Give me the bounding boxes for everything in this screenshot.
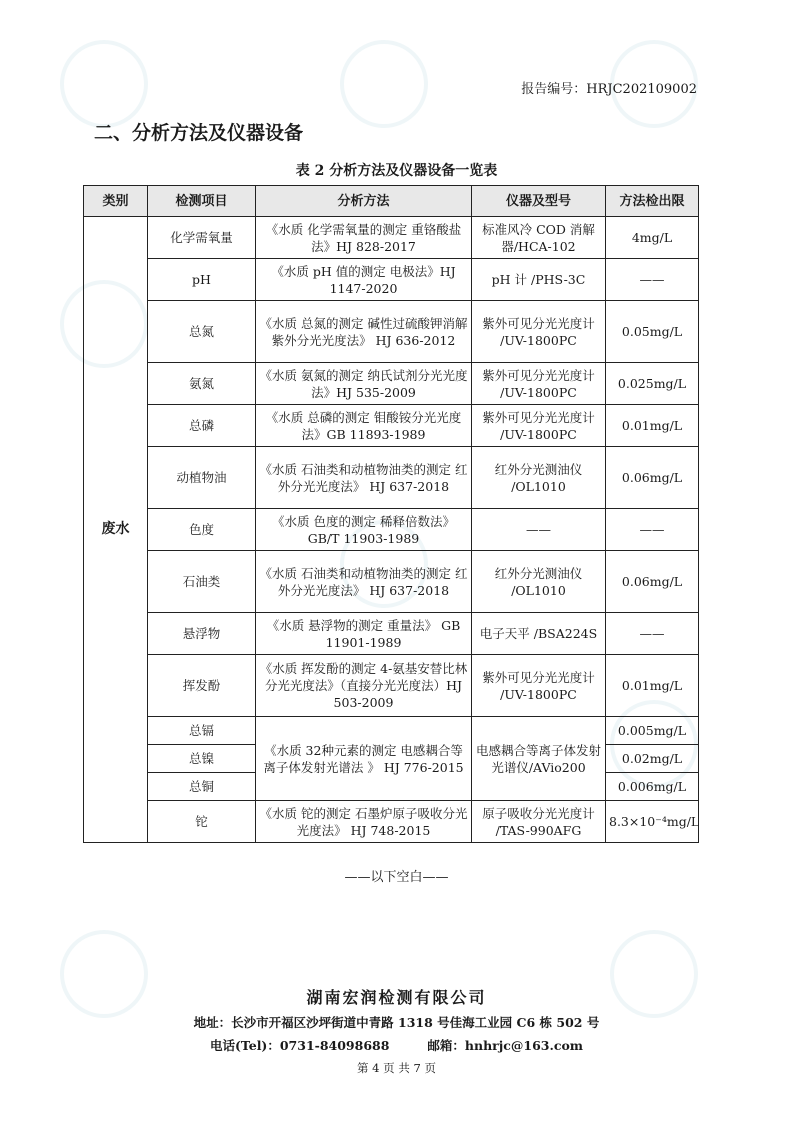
table-row bbox=[84, 509, 699, 551]
instrument-cell: 紫外可见分光光度计 /UV-1800PC bbox=[472, 655, 606, 717]
col-header: 方法检出限 bbox=[606, 186, 699, 217]
instrument-cell: pH 计 /PHS-3C bbox=[472, 259, 606, 301]
item-cell: 铊 bbox=[148, 801, 256, 843]
method-cell: 《水质 总磷的测定 钼酸铵分光光度法》GB 11893-1989 bbox=[256, 405, 472, 447]
limit-cell: 0.06mg/L bbox=[606, 447, 699, 509]
item-cell: 总氮 bbox=[148, 301, 256, 363]
report-number: 报告编号：HRJC202109002 bbox=[521, 82, 697, 97]
table-row bbox=[84, 301, 699, 363]
item-cell: 色度 bbox=[148, 509, 256, 551]
method-cell: 《水质 总氮的测定 碱性过硫酸钾消解紫外分光光度法》 HJ 636-2012 bbox=[256, 301, 472, 363]
limit-cell: 0.006mg/L bbox=[606, 773, 699, 801]
limit-cell: 8.3×10⁻⁴mg/L bbox=[606, 801, 699, 843]
table-caption: 表 2 分析方法及仪器设备一览表 bbox=[295, 163, 498, 179]
table-row bbox=[84, 259, 699, 301]
table-row bbox=[84, 717, 699, 745]
watermark-logo bbox=[60, 40, 148, 128]
item-cell: 总镍 bbox=[148, 745, 256, 773]
table-row bbox=[84, 655, 699, 717]
table-row bbox=[84, 447, 699, 509]
limit-cell: 0.05mg/L bbox=[606, 301, 699, 363]
limit-cell: 0.01mg/L bbox=[606, 655, 699, 717]
table-header-row bbox=[84, 186, 699, 217]
item-cell: 挥发酚 bbox=[148, 655, 256, 717]
footer-email: 邮箱：hnhrjc@163.com bbox=[427, 1038, 584, 1053]
table-row bbox=[84, 551, 699, 613]
page-number: 第 4 页 共 7 页 bbox=[357, 1061, 436, 1075]
instrument-cell: 紫外可见分光光度计 /UV-1800PC bbox=[472, 405, 606, 447]
method-cell: 《水质 石油类和动植物油类的测定 红外分光光度法》 HJ 637-2018 bbox=[256, 447, 472, 509]
instrument-cell: 红外分光测油仪 /OL1010 bbox=[472, 551, 606, 613]
limit-cell: —— bbox=[606, 259, 699, 301]
method-cell: 《水质 氨氮的测定 纳氏试剂分光光度法》HJ 535-2009 bbox=[256, 363, 472, 405]
footer-phone: 电话(Tel)：0731-84098688 bbox=[209, 1038, 390, 1053]
method-cell: 《水质 挥发酚的测定 4-氨基安替比林分光光度法》（直接分光光度法）HJ 503-2009 bbox=[256, 655, 472, 717]
limit-cell: 4mg/L bbox=[606, 217, 699, 259]
limit-cell: 0.005mg/L bbox=[606, 717, 699, 745]
table-row bbox=[84, 613, 699, 655]
method-cell: 《水质 32种元素的测定 电感耦合等离子体发射光谱法 》 HJ 776-2015 bbox=[256, 717, 472, 801]
limit-cell: 0.01mg/L bbox=[606, 405, 699, 447]
instrument-cell: 电子天平 /BSA224S bbox=[472, 613, 606, 655]
instrument-cell: 标准风冷 COD 消解器/HCA-102 bbox=[472, 217, 606, 259]
methods-table bbox=[83, 185, 699, 843]
limit-cell: 0.02mg/L bbox=[606, 745, 699, 773]
instrument-cell: 紫外可见分光光度计 /UV-1800PC bbox=[472, 301, 606, 363]
item-cell: pH bbox=[148, 259, 256, 301]
limit-cell: 0.06mg/L bbox=[606, 551, 699, 613]
col-header: 分析方法 bbox=[256, 186, 472, 217]
instrument-cell: —— bbox=[472, 509, 606, 551]
method-cell: 《水质 化学需氧量的测定 重铬酸盐法》HJ 828-2017 bbox=[256, 217, 472, 259]
item-cell: 石油类 bbox=[148, 551, 256, 613]
col-header: 仪器及型号 bbox=[472, 186, 606, 217]
instrument-cell: 电感耦合等离子体发射光谱仪/AVio200 bbox=[472, 717, 606, 801]
method-cell: 《水质 pH 值的测定 电极法》HJ 1147-2020 bbox=[256, 259, 472, 301]
item-cell: 动植物油 bbox=[148, 447, 256, 509]
method-cell: 《水质 石油类和动植物油类的测定 红外分光光度法》 HJ 637-2018 bbox=[256, 551, 472, 613]
col-header: 检测项目 bbox=[148, 186, 256, 217]
instrument-cell: 红外分光测油仪 /OL1010 bbox=[472, 447, 606, 509]
item-cell: 总镉 bbox=[148, 717, 256, 745]
footer-address: 地址：长沙市开福区沙坪街道中青路 1318 号佳海工业园 C6 栋 502 号 bbox=[193, 1015, 600, 1030]
footer-contact bbox=[0, 1036, 793, 1054]
end-note: ——以下空白—— bbox=[344, 870, 449, 885]
method-cell: 《水质 铊的测定 石墨炉原子吸收分光光度法》 HJ 748-2015 bbox=[256, 801, 472, 843]
item-cell: 氨氮 bbox=[148, 363, 256, 405]
instrument-cell: 紫外可见分光光度计 /UV-1800PC bbox=[472, 363, 606, 405]
instrument-cell: 原子吸收分光光度计 /TAS-990AFG bbox=[472, 801, 606, 843]
table-row bbox=[84, 405, 699, 447]
section-title: 二、分析方法及仪器设备 bbox=[94, 122, 304, 144]
limit-cell: —— bbox=[606, 509, 699, 551]
limit-cell: 0.025mg/L bbox=[606, 363, 699, 405]
table-row bbox=[84, 217, 699, 259]
method-cell: 《水质 悬浮物的测定 重量法》 GB 11901-1989 bbox=[256, 613, 472, 655]
category-cell: 废水 bbox=[84, 217, 148, 843]
watermark-logo bbox=[340, 40, 428, 128]
item-cell: 总磷 bbox=[148, 405, 256, 447]
method-cell: 《水质 色度的测定 稀释倍数法》GB/T 11903-1989 bbox=[256, 509, 472, 551]
table-row bbox=[84, 363, 699, 405]
table-row bbox=[84, 801, 699, 843]
col-header: 类别 bbox=[84, 186, 148, 217]
item-cell: 总铜 bbox=[148, 773, 256, 801]
item-cell: 化学需氧量 bbox=[148, 217, 256, 259]
footer-company-name: 湖南宏润检测有限公司 bbox=[306, 988, 487, 1007]
limit-cell: —— bbox=[606, 613, 699, 655]
item-cell: 悬浮物 bbox=[148, 613, 256, 655]
